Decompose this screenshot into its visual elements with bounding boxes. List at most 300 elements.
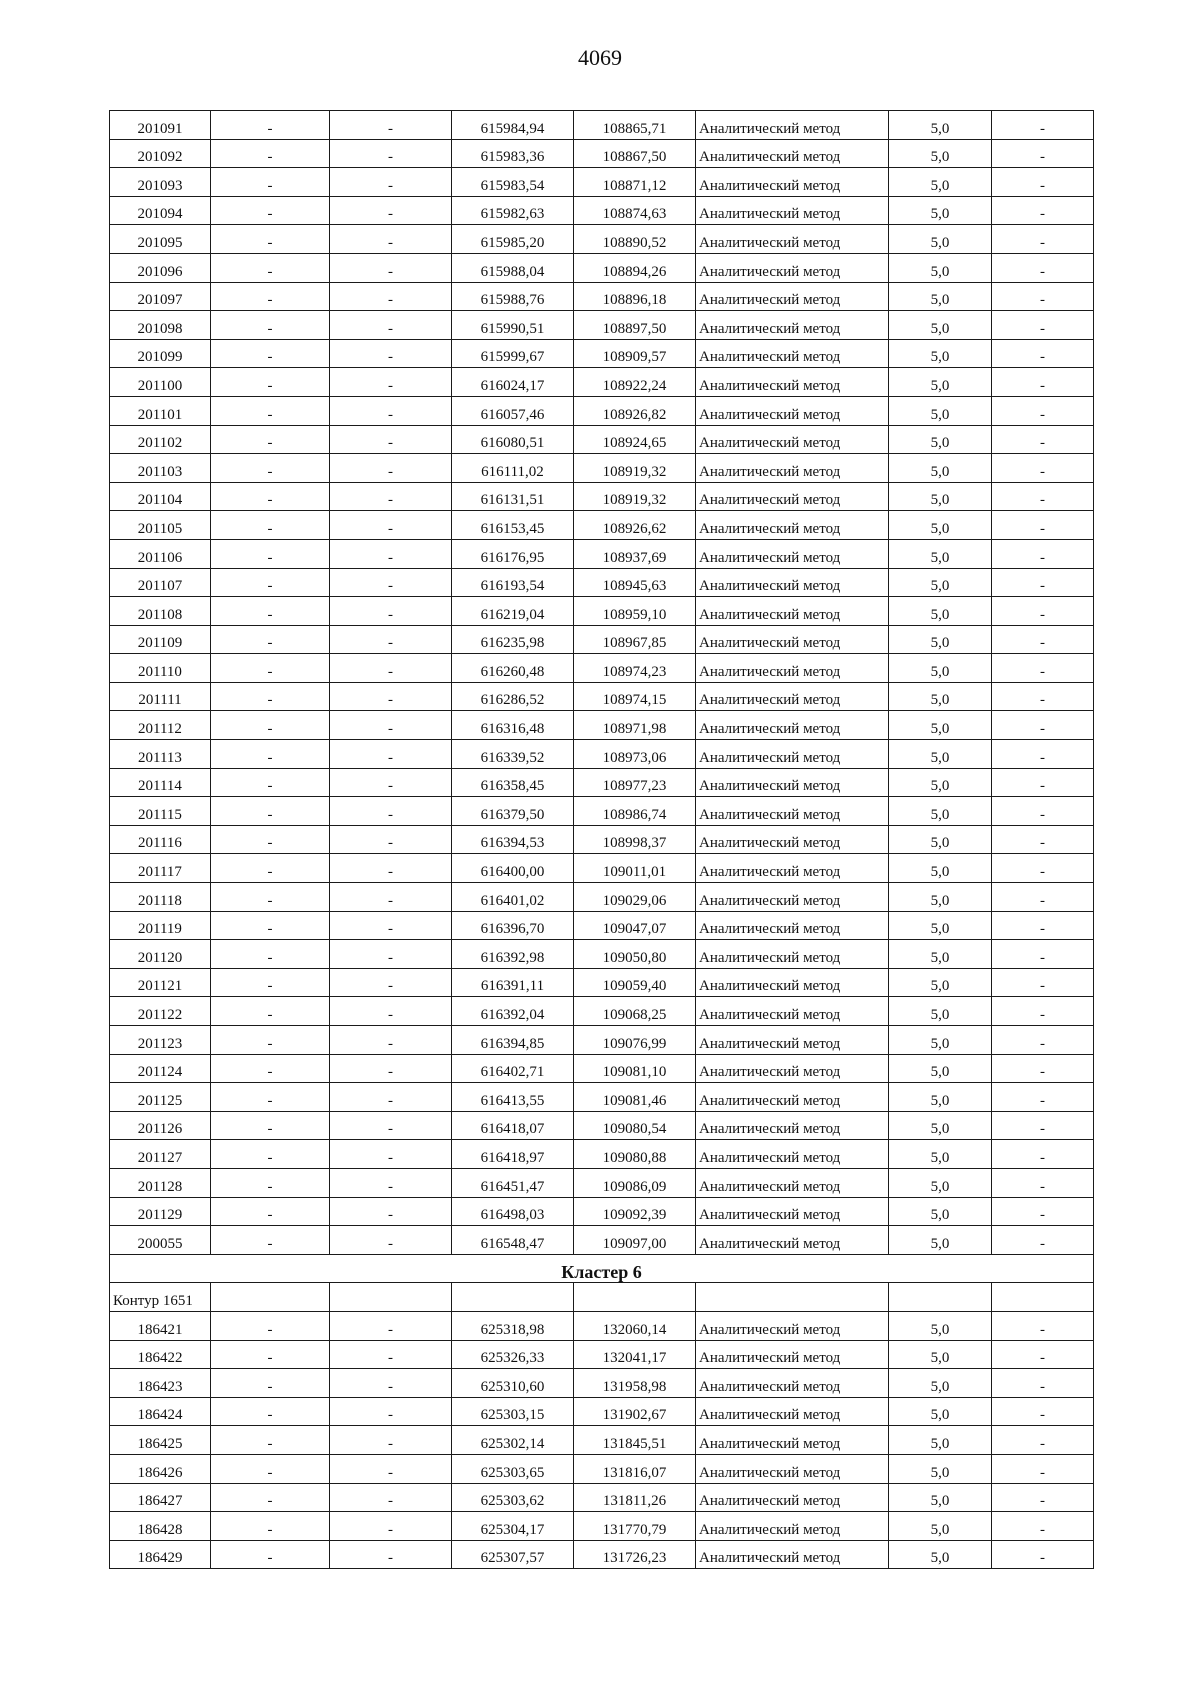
- contour-label: Контур 1651: [110, 1283, 211, 1312]
- point-id-cell: 201116: [110, 825, 211, 854]
- accuracy-cell: 5,0: [889, 1369, 992, 1398]
- table-row: [110, 311, 1094, 340]
- method-cell: Аналитический метод: [696, 940, 889, 969]
- dash-cell: -: [211, 1054, 330, 1083]
- accuracy-cell: 5,0: [889, 425, 992, 454]
- table-row: [110, 1512, 1094, 1541]
- method-cell: Аналитический метод: [696, 139, 889, 168]
- method-cell: Аналитический метод: [696, 1483, 889, 1512]
- dash-cell: -: [330, 1483, 452, 1512]
- dash-cell: -: [992, 539, 1094, 568]
- table-row: [110, 1483, 1094, 1512]
- accuracy-cell: 5,0: [889, 339, 992, 368]
- point-id-cell: 201094: [110, 196, 211, 225]
- x-coordinate-cell: 615983,54: [452, 168, 574, 197]
- accuracy-cell: 5,0: [889, 740, 992, 769]
- dash-cell: -: [211, 1168, 330, 1197]
- point-id-cell: 201102: [110, 425, 211, 454]
- table-row: [110, 597, 1094, 626]
- dash-cell: -: [330, 1512, 452, 1541]
- dash-cell: -: [211, 168, 330, 197]
- dash-cell: -: [211, 454, 330, 483]
- y-coordinate-cell: 109081,10: [574, 1054, 696, 1083]
- y-coordinate-cell: 109097,00: [574, 1226, 696, 1255]
- x-coordinate-cell: 616418,97: [452, 1140, 574, 1169]
- x-coordinate-cell: 615984,94: [452, 111, 574, 140]
- x-coordinate-cell: 616260,48: [452, 654, 574, 683]
- dash-cell: -: [211, 825, 330, 854]
- dash-cell: -: [211, 1111, 330, 1140]
- y-coordinate-cell: 108973,06: [574, 740, 696, 769]
- dash-cell: -: [211, 854, 330, 883]
- dash-cell: -: [992, 368, 1094, 397]
- method-cell: Аналитический метод: [696, 111, 889, 140]
- method-cell: Аналитический метод: [696, 1140, 889, 1169]
- table-row: [110, 1168, 1094, 1197]
- method-cell: Аналитический метод: [696, 1369, 889, 1398]
- x-coordinate-cell: 625303,65: [452, 1454, 574, 1483]
- method-cell: Аналитический метод: [696, 311, 889, 340]
- dash-cell: -: [211, 997, 330, 1026]
- table-row: [110, 1197, 1094, 1226]
- table-row: [110, 396, 1094, 425]
- dash-cell: -: [992, 1197, 1094, 1226]
- dash-cell: -: [992, 111, 1094, 140]
- dash-cell: -: [211, 1454, 330, 1483]
- dash-cell: -: [992, 1140, 1094, 1169]
- method-cell: Аналитический метод: [696, 1111, 889, 1140]
- dash-cell: -: [330, 1140, 452, 1169]
- accuracy-cell: 5,0: [889, 454, 992, 483]
- dash-cell: -: [330, 1397, 452, 1426]
- y-coordinate-cell: 109050,80: [574, 940, 696, 969]
- accuracy-cell: 5,0: [889, 1540, 992, 1569]
- dash-cell: -: [992, 625, 1094, 654]
- accuracy-cell: 5,0: [889, 883, 992, 912]
- x-coordinate-cell: 615988,04: [452, 253, 574, 282]
- x-coordinate-cell: 616057,46: [452, 396, 574, 425]
- point-id-cell: 201105: [110, 511, 211, 540]
- accuracy-cell: 5,0: [889, 1026, 992, 1055]
- accuracy-cell: 5,0: [889, 682, 992, 711]
- table-row: [110, 568, 1094, 597]
- point-id-cell: 201093: [110, 168, 211, 197]
- point-id-cell: 201125: [110, 1083, 211, 1112]
- table-row: [110, 1397, 1094, 1426]
- cluster-heading-row: [110, 1254, 1094, 1283]
- x-coordinate-cell: 616358,45: [452, 768, 574, 797]
- dash-cell: -: [992, 339, 1094, 368]
- method-cell: Аналитический метод: [696, 682, 889, 711]
- dash-cell: -: [330, 1311, 452, 1340]
- dash-cell: -: [992, 940, 1094, 969]
- dash-cell: -: [330, 1168, 452, 1197]
- point-id-cell: 201107: [110, 568, 211, 597]
- point-id-cell: 201126: [110, 1111, 211, 1140]
- x-coordinate-cell: 625318,98: [452, 1311, 574, 1340]
- method-cell: Аналитический метод: [696, 825, 889, 854]
- dash-cell: -: [211, 968, 330, 997]
- method-cell: Аналитический метод: [696, 1311, 889, 1340]
- dash-cell: -: [992, 740, 1094, 769]
- x-coordinate-cell: 625302,14: [452, 1426, 574, 1455]
- dash-cell: -: [992, 968, 1094, 997]
- accuracy-cell: 5,0: [889, 1311, 992, 1340]
- point-id-cell: 201129: [110, 1197, 211, 1226]
- x-coordinate-cell: 616413,55: [452, 1083, 574, 1112]
- table-row: [110, 711, 1094, 740]
- dash-cell: -: [330, 454, 452, 483]
- dash-cell: -: [992, 1397, 1094, 1426]
- table-row: [110, 139, 1094, 168]
- method-cell: Аналитический метод: [696, 883, 889, 912]
- accuracy-cell: 5,0: [889, 597, 992, 626]
- method-cell: Аналитический метод: [696, 282, 889, 311]
- y-coordinate-cell: 108945,63: [574, 568, 696, 597]
- dash-cell: -: [211, 1540, 330, 1569]
- dash-cell: -: [330, 1226, 452, 1255]
- dash-cell: -: [992, 168, 1094, 197]
- dash-cell: -: [330, 1083, 452, 1112]
- x-coordinate-cell: 615985,20: [452, 225, 574, 254]
- table-row: [110, 368, 1094, 397]
- dash-cell: -: [992, 425, 1094, 454]
- page-number: 4069: [578, 45, 622, 70]
- point-id-cell: 186426: [110, 1454, 211, 1483]
- y-coordinate-cell: 108967,85: [574, 625, 696, 654]
- dash-cell: -: [992, 797, 1094, 826]
- x-coordinate-cell: 615999,67: [452, 339, 574, 368]
- table-row: [110, 1140, 1094, 1169]
- dash-cell: -: [211, 1397, 330, 1426]
- table-row: [110, 740, 1094, 769]
- dash-cell: -: [992, 711, 1094, 740]
- accuracy-cell: 5,0: [889, 625, 992, 654]
- method-cell: Аналитический метод: [696, 368, 889, 397]
- y-coordinate-cell: 108874,63: [574, 196, 696, 225]
- y-coordinate-cell: 131958,98: [574, 1369, 696, 1398]
- empty-cell: [696, 1283, 889, 1312]
- accuracy-cell: 5,0: [889, 797, 992, 826]
- dash-cell: -: [211, 253, 330, 282]
- dash-cell: -: [330, 1197, 452, 1226]
- method-cell: Аналитический метод: [696, 797, 889, 826]
- dash-cell: -: [330, 1540, 452, 1569]
- x-coordinate-cell: 616394,53: [452, 825, 574, 854]
- table-row: [110, 1083, 1094, 1112]
- accuracy-cell: 5,0: [889, 139, 992, 168]
- dash-cell: -: [992, 1311, 1094, 1340]
- x-coordinate-cell: 616418,07: [452, 1111, 574, 1140]
- method-cell: Аналитический метод: [696, 711, 889, 740]
- accuracy-cell: 5,0: [889, 196, 992, 225]
- method-cell: Аналитический метод: [696, 511, 889, 540]
- dash-cell: -: [330, 597, 452, 626]
- dash-cell: -: [992, 1054, 1094, 1083]
- accuracy-cell: 5,0: [889, 1397, 992, 1426]
- x-coordinate-cell: 615982,63: [452, 196, 574, 225]
- table-row: [110, 1226, 1094, 1255]
- accuracy-cell: 5,0: [889, 253, 992, 282]
- dash-cell: -: [992, 1111, 1094, 1140]
- method-cell: Аналитический метод: [696, 1512, 889, 1541]
- dash-cell: -: [992, 396, 1094, 425]
- method-cell: Аналитический метод: [696, 1168, 889, 1197]
- dash-cell: -: [330, 539, 452, 568]
- accuracy-cell: 5,0: [889, 111, 992, 140]
- point-id-cell: 201104: [110, 482, 211, 511]
- y-coordinate-cell: 108922,24: [574, 368, 696, 397]
- dash-cell: -: [992, 911, 1094, 940]
- dash-cell: -: [330, 396, 452, 425]
- dash-cell: -: [330, 1454, 452, 1483]
- empty-cell: [574, 1283, 696, 1312]
- dash-cell: -: [211, 1426, 330, 1455]
- x-coordinate-cell: 615983,36: [452, 139, 574, 168]
- x-coordinate-cell: 616396,70: [452, 911, 574, 940]
- method-cell: Аналитический метод: [696, 168, 889, 197]
- x-coordinate-cell: 616111,02: [452, 454, 574, 483]
- table-row: [110, 825, 1094, 854]
- table-row: [110, 797, 1094, 826]
- accuracy-cell: 5,0: [889, 825, 992, 854]
- dash-cell: -: [330, 854, 452, 883]
- dash-cell: -: [992, 1426, 1094, 1455]
- accuracy-cell: 5,0: [889, 711, 992, 740]
- accuracy-cell: 5,0: [889, 539, 992, 568]
- dash-cell: -: [992, 1512, 1094, 1541]
- point-id-cell: 200055: [110, 1226, 211, 1255]
- point-id-cell: 201106: [110, 539, 211, 568]
- point-id-cell: 201101: [110, 396, 211, 425]
- method-cell: Аналитический метод: [696, 482, 889, 511]
- method-cell: Аналитический метод: [696, 1197, 889, 1226]
- x-coordinate-cell: 616548,47: [452, 1226, 574, 1255]
- x-coordinate-cell: 616339,52: [452, 740, 574, 769]
- dash-cell: -: [992, 682, 1094, 711]
- dash-cell: -: [330, 1340, 452, 1369]
- dash-cell: -: [330, 883, 452, 912]
- dash-cell: -: [992, 654, 1094, 683]
- accuracy-cell: 5,0: [889, 768, 992, 797]
- x-coordinate-cell: 616131,51: [452, 482, 574, 511]
- accuracy-cell: 5,0: [889, 396, 992, 425]
- dash-cell: -: [992, 997, 1094, 1026]
- method-cell: Аналитический метод: [696, 968, 889, 997]
- point-id-cell: 201095: [110, 225, 211, 254]
- point-id-cell: 201110: [110, 654, 211, 683]
- table-row: [110, 111, 1094, 140]
- accuracy-cell: 5,0: [889, 997, 992, 1026]
- accuracy-cell: 5,0: [889, 1426, 992, 1455]
- y-coordinate-cell: 108919,32: [574, 482, 696, 511]
- point-id-cell: 201097: [110, 282, 211, 311]
- table-body-block-1: [110, 111, 1094, 1255]
- dash-cell: -: [330, 711, 452, 740]
- dash-cell: -: [330, 196, 452, 225]
- y-coordinate-cell: 108959,10: [574, 597, 696, 626]
- x-coordinate-cell: 616451,47: [452, 1168, 574, 1197]
- table-row: [110, 883, 1094, 912]
- method-cell: Аналитический метод: [696, 1397, 889, 1426]
- y-coordinate-cell: 108977,23: [574, 768, 696, 797]
- dash-cell: -: [992, 1483, 1094, 1512]
- table-row: [110, 539, 1094, 568]
- dash-cell: -: [992, 597, 1094, 626]
- method-cell: Аналитический метод: [696, 854, 889, 883]
- y-coordinate-cell: 109068,25: [574, 997, 696, 1026]
- dash-cell: -: [211, 539, 330, 568]
- y-coordinate-cell: 131811,26: [574, 1483, 696, 1512]
- point-id-cell: 201098: [110, 311, 211, 340]
- accuracy-cell: 5,0: [889, 1083, 992, 1112]
- dash-cell: -: [330, 654, 452, 683]
- accuracy-cell: 5,0: [889, 911, 992, 940]
- dash-cell: -: [211, 311, 330, 340]
- dash-cell: -: [211, 1226, 330, 1255]
- table-row: [110, 168, 1094, 197]
- point-id-cell: 201091: [110, 111, 211, 140]
- y-coordinate-cell: 108865,71: [574, 111, 696, 140]
- table-row: [110, 854, 1094, 883]
- table-row: [110, 225, 1094, 254]
- point-id-cell: 201108: [110, 597, 211, 626]
- y-coordinate-cell: 131770,79: [574, 1512, 696, 1541]
- y-coordinate-cell: 108871,12: [574, 168, 696, 197]
- method-cell: Аналитический метод: [696, 654, 889, 683]
- accuracy-cell: 5,0: [889, 854, 992, 883]
- x-coordinate-cell: 625303,62: [452, 1483, 574, 1512]
- point-id-cell: 201099: [110, 339, 211, 368]
- dash-cell: -: [330, 111, 452, 140]
- dash-cell: -: [211, 511, 330, 540]
- dash-cell: -: [211, 111, 330, 140]
- accuracy-cell: 5,0: [889, 1140, 992, 1169]
- cluster-title: Кластер 6: [110, 1254, 1094, 1283]
- y-coordinate-cell: 131726,23: [574, 1540, 696, 1569]
- dash-cell: -: [330, 282, 452, 311]
- dash-cell: -: [992, 568, 1094, 597]
- dash-cell: -: [211, 339, 330, 368]
- point-id-cell: 186421: [110, 1311, 211, 1340]
- dash-cell: -: [330, 1111, 452, 1140]
- dash-cell: -: [992, 1168, 1094, 1197]
- x-coordinate-cell: 616176,95: [452, 539, 574, 568]
- y-coordinate-cell: 132041,17: [574, 1340, 696, 1369]
- dash-cell: -: [992, 482, 1094, 511]
- point-id-cell: 201109: [110, 625, 211, 654]
- accuracy-cell: 5,0: [889, 1340, 992, 1369]
- table-row: [110, 1426, 1094, 1455]
- x-coordinate-cell: 616316,48: [452, 711, 574, 740]
- table-row: [110, 997, 1094, 1026]
- table-row: [110, 654, 1094, 683]
- method-cell: Аналитический метод: [696, 568, 889, 597]
- y-coordinate-cell: 108897,50: [574, 311, 696, 340]
- y-coordinate-cell: 109076,99: [574, 1026, 696, 1055]
- point-id-cell: 201127: [110, 1140, 211, 1169]
- point-id-cell: 201120: [110, 940, 211, 969]
- x-coordinate-cell: 616219,04: [452, 597, 574, 626]
- point-id-cell: 201100: [110, 368, 211, 397]
- dash-cell: -: [330, 168, 452, 197]
- method-cell: Аналитический метод: [696, 625, 889, 654]
- point-id-cell: 201111: [110, 682, 211, 711]
- accuracy-cell: 5,0: [889, 368, 992, 397]
- dash-cell: -: [211, 425, 330, 454]
- x-coordinate-cell: 616080,51: [452, 425, 574, 454]
- point-id-cell: 201128: [110, 1168, 211, 1197]
- empty-cell: [452, 1283, 574, 1312]
- accuracy-cell: 5,0: [889, 1226, 992, 1255]
- accuracy-cell: 5,0: [889, 482, 992, 511]
- dash-cell: -: [211, 1340, 330, 1369]
- method-cell: Аналитический метод: [696, 1540, 889, 1569]
- y-coordinate-cell: 109086,09: [574, 1168, 696, 1197]
- dash-cell: -: [211, 654, 330, 683]
- accuracy-cell: 5,0: [889, 168, 992, 197]
- method-cell: Аналитический метод: [696, 768, 889, 797]
- accuracy-cell: 5,0: [889, 1054, 992, 1083]
- y-coordinate-cell: 108867,50: [574, 139, 696, 168]
- x-coordinate-cell: 615988,76: [452, 282, 574, 311]
- table-row: [110, 1111, 1094, 1140]
- dash-cell: -: [330, 997, 452, 1026]
- point-id-cell: 201117: [110, 854, 211, 883]
- dash-cell: -: [211, 883, 330, 912]
- dash-cell: -: [211, 682, 330, 711]
- dash-cell: -: [330, 911, 452, 940]
- dash-cell: -: [211, 1140, 330, 1169]
- accuracy-cell: 5,0: [889, 940, 992, 969]
- table-body-cluster: [110, 1254, 1094, 1311]
- method-cell: Аналитический метод: [696, 539, 889, 568]
- y-coordinate-cell: 108890,52: [574, 225, 696, 254]
- accuracy-cell: 5,0: [889, 654, 992, 683]
- y-coordinate-cell: 108974,23: [574, 654, 696, 683]
- dash-cell: -: [992, 854, 1094, 883]
- y-coordinate-cell: 108986,74: [574, 797, 696, 826]
- y-coordinate-cell: 131816,07: [574, 1454, 696, 1483]
- y-coordinate-cell: 108926,82: [574, 396, 696, 425]
- x-coordinate-cell: 616400,00: [452, 854, 574, 883]
- x-coordinate-cell: 616392,98: [452, 940, 574, 969]
- point-id-cell: 201096: [110, 253, 211, 282]
- dash-cell: -: [330, 968, 452, 997]
- accuracy-cell: 5,0: [889, 1111, 992, 1140]
- table-row: [110, 425, 1094, 454]
- point-id-cell: 201112: [110, 711, 211, 740]
- dash-cell: -: [211, 911, 330, 940]
- dash-cell: -: [992, 1083, 1094, 1112]
- y-coordinate-cell: 132060,14: [574, 1311, 696, 1340]
- table-row: [110, 1540, 1094, 1569]
- dash-cell: -: [211, 711, 330, 740]
- y-coordinate-cell: 109029,06: [574, 883, 696, 912]
- point-id-cell: 201121: [110, 968, 211, 997]
- y-coordinate-cell: 131902,67: [574, 1397, 696, 1426]
- dash-cell: -: [992, 1369, 1094, 1398]
- y-coordinate-cell: 109011,01: [574, 854, 696, 883]
- x-coordinate-cell: 616153,45: [452, 511, 574, 540]
- point-id-cell: 201115: [110, 797, 211, 826]
- dash-cell: -: [211, 482, 330, 511]
- y-coordinate-cell: 108919,32: [574, 454, 696, 483]
- point-id-cell: 186428: [110, 1512, 211, 1541]
- table-row: [110, 482, 1094, 511]
- table-row: [110, 454, 1094, 483]
- method-cell: Аналитический метод: [696, 997, 889, 1026]
